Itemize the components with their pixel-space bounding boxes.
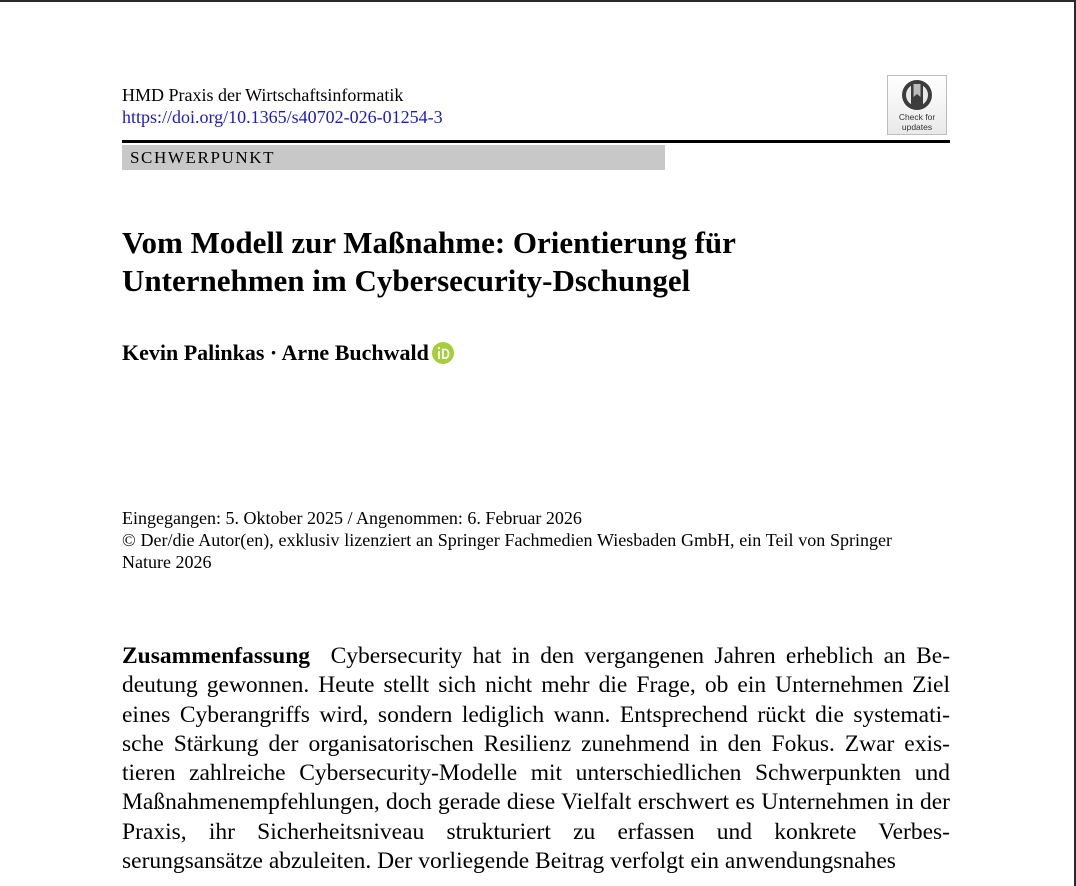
article-meta: [122, 507, 892, 573]
section-bar: [122, 145, 665, 170]
doi-link[interactable]: https://doi.org/10.1365/s40702-026-01254-3: [122, 107, 443, 127]
abstract-text: Cybersecurity hat in den vergangenen Jahren erheblich an Bedeutung gewonnen. Heute stellt sich nicht mehr die Frage, ob ein Unternehmen Ziel eines Cyberangriffs wird, sondern lediglich wann. Entsprechend rückt die systematische Stärkung der organisatorischen Resilienz zunehmend in den Fokus. Zwar existieren zahlreiche Cybersecurity-Modelle mit unterschiedlichen Schwerpunkten und Maßnahmenempfehlungen, doch gerade diese Vielfalt erschwert es Unternehmen in der Praxis, ihr Sicherheitsniveau strukturiert zu erfassen und konkrete Verbesserungsansätze abzuleiten. Der vorliegende Beitrag verfolgt ein anwendungsnahes: [122, 643, 951, 875]
journal-name: HMD Praxis der Wirtschaftsinformatik: [122, 85, 404, 105]
check-updates-label-2: updates: [901, 122, 933, 132]
check-for-updates-badge[interactable]: [887, 75, 947, 135]
abstract-label: Zusammenfassung: [122, 643, 311, 669]
orcid-icon[interactable]: [432, 342, 454, 364]
header-rule: [122, 140, 950, 143]
author-line: [122, 340, 454, 366]
check-updates-label-1: Check for: [898, 112, 936, 122]
received-accepted-dates: Eingegangen: 5. Oktober 2025 / Angenommen: 6. Februar 2026: [122, 508, 582, 528]
section-label: SCHWERPUNKT: [130, 148, 276, 167]
check-updates-icon: [900, 78, 934, 112]
article-title: Vom Modell zur Maßnahme: Orientierung für Unternehmen im Cybersecurity-Dschungel: [122, 225, 736, 298]
abstract: [122, 642, 950, 876]
copyright-notice: © Der/die Autor(en), exklusiv lizenziert an Springer Fachmedien Wiesbaden GmbH, ein Teil von Springer Nature 2026: [122, 530, 892, 572]
authors: Kevin Palinkas · Arne Buchwald: [122, 340, 429, 365]
